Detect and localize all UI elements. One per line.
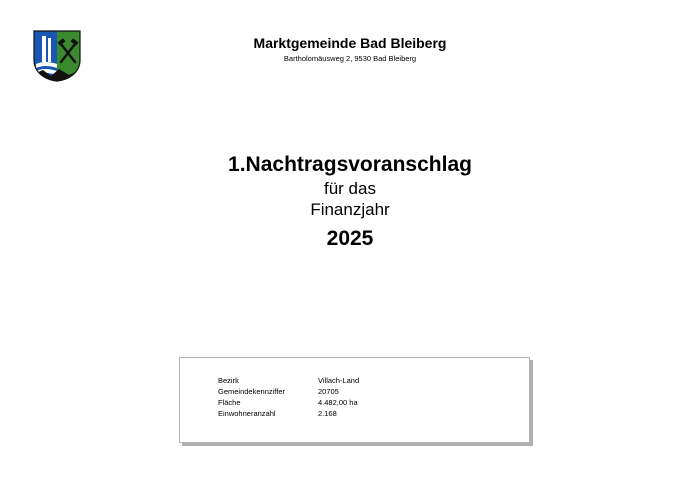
- document-title-block: [150, 152, 550, 252]
- municipal-coat-of-arms-icon: [33, 30, 81, 82]
- fiscal-year: 2025: [326, 227, 374, 250]
- info-label: Bezirk: [218, 376, 239, 385]
- info-value: 2.168: [318, 409, 337, 418]
- info-row-municipality-code: [218, 386, 359, 397]
- letterhead: [200, 35, 500, 63]
- municipality-address: Bartholomäusweg 2, 9530 Bad Bleiberg: [283, 54, 417, 63]
- info-label: Einwohneranzahl: [218, 409, 276, 418]
- info-row-district: [218, 375, 359, 386]
- info-value: 20705: [318, 387, 339, 396]
- info-label: Fläche: [218, 398, 241, 407]
- document-subtitle-line1: für das: [324, 179, 376, 198]
- document-title: 1.Nachtragsvoranschlag: [228, 153, 472, 176]
- info-row-population: [218, 408, 359, 419]
- municipality-name: Marktgemeinde Bad Bleiberg: [253, 35, 447, 51]
- info-label: Gemeindekennziffer: [218, 387, 285, 396]
- info-row-area: [218, 397, 359, 408]
- municipality-info-table: [218, 375, 359, 419]
- info-value: Villach-Land: [318, 376, 360, 385]
- municipality-info-box: [179, 357, 530, 443]
- info-value: 4.482,00 ha: [318, 398, 358, 407]
- document-subtitle-line2: Finanzjahr: [310, 200, 390, 219]
